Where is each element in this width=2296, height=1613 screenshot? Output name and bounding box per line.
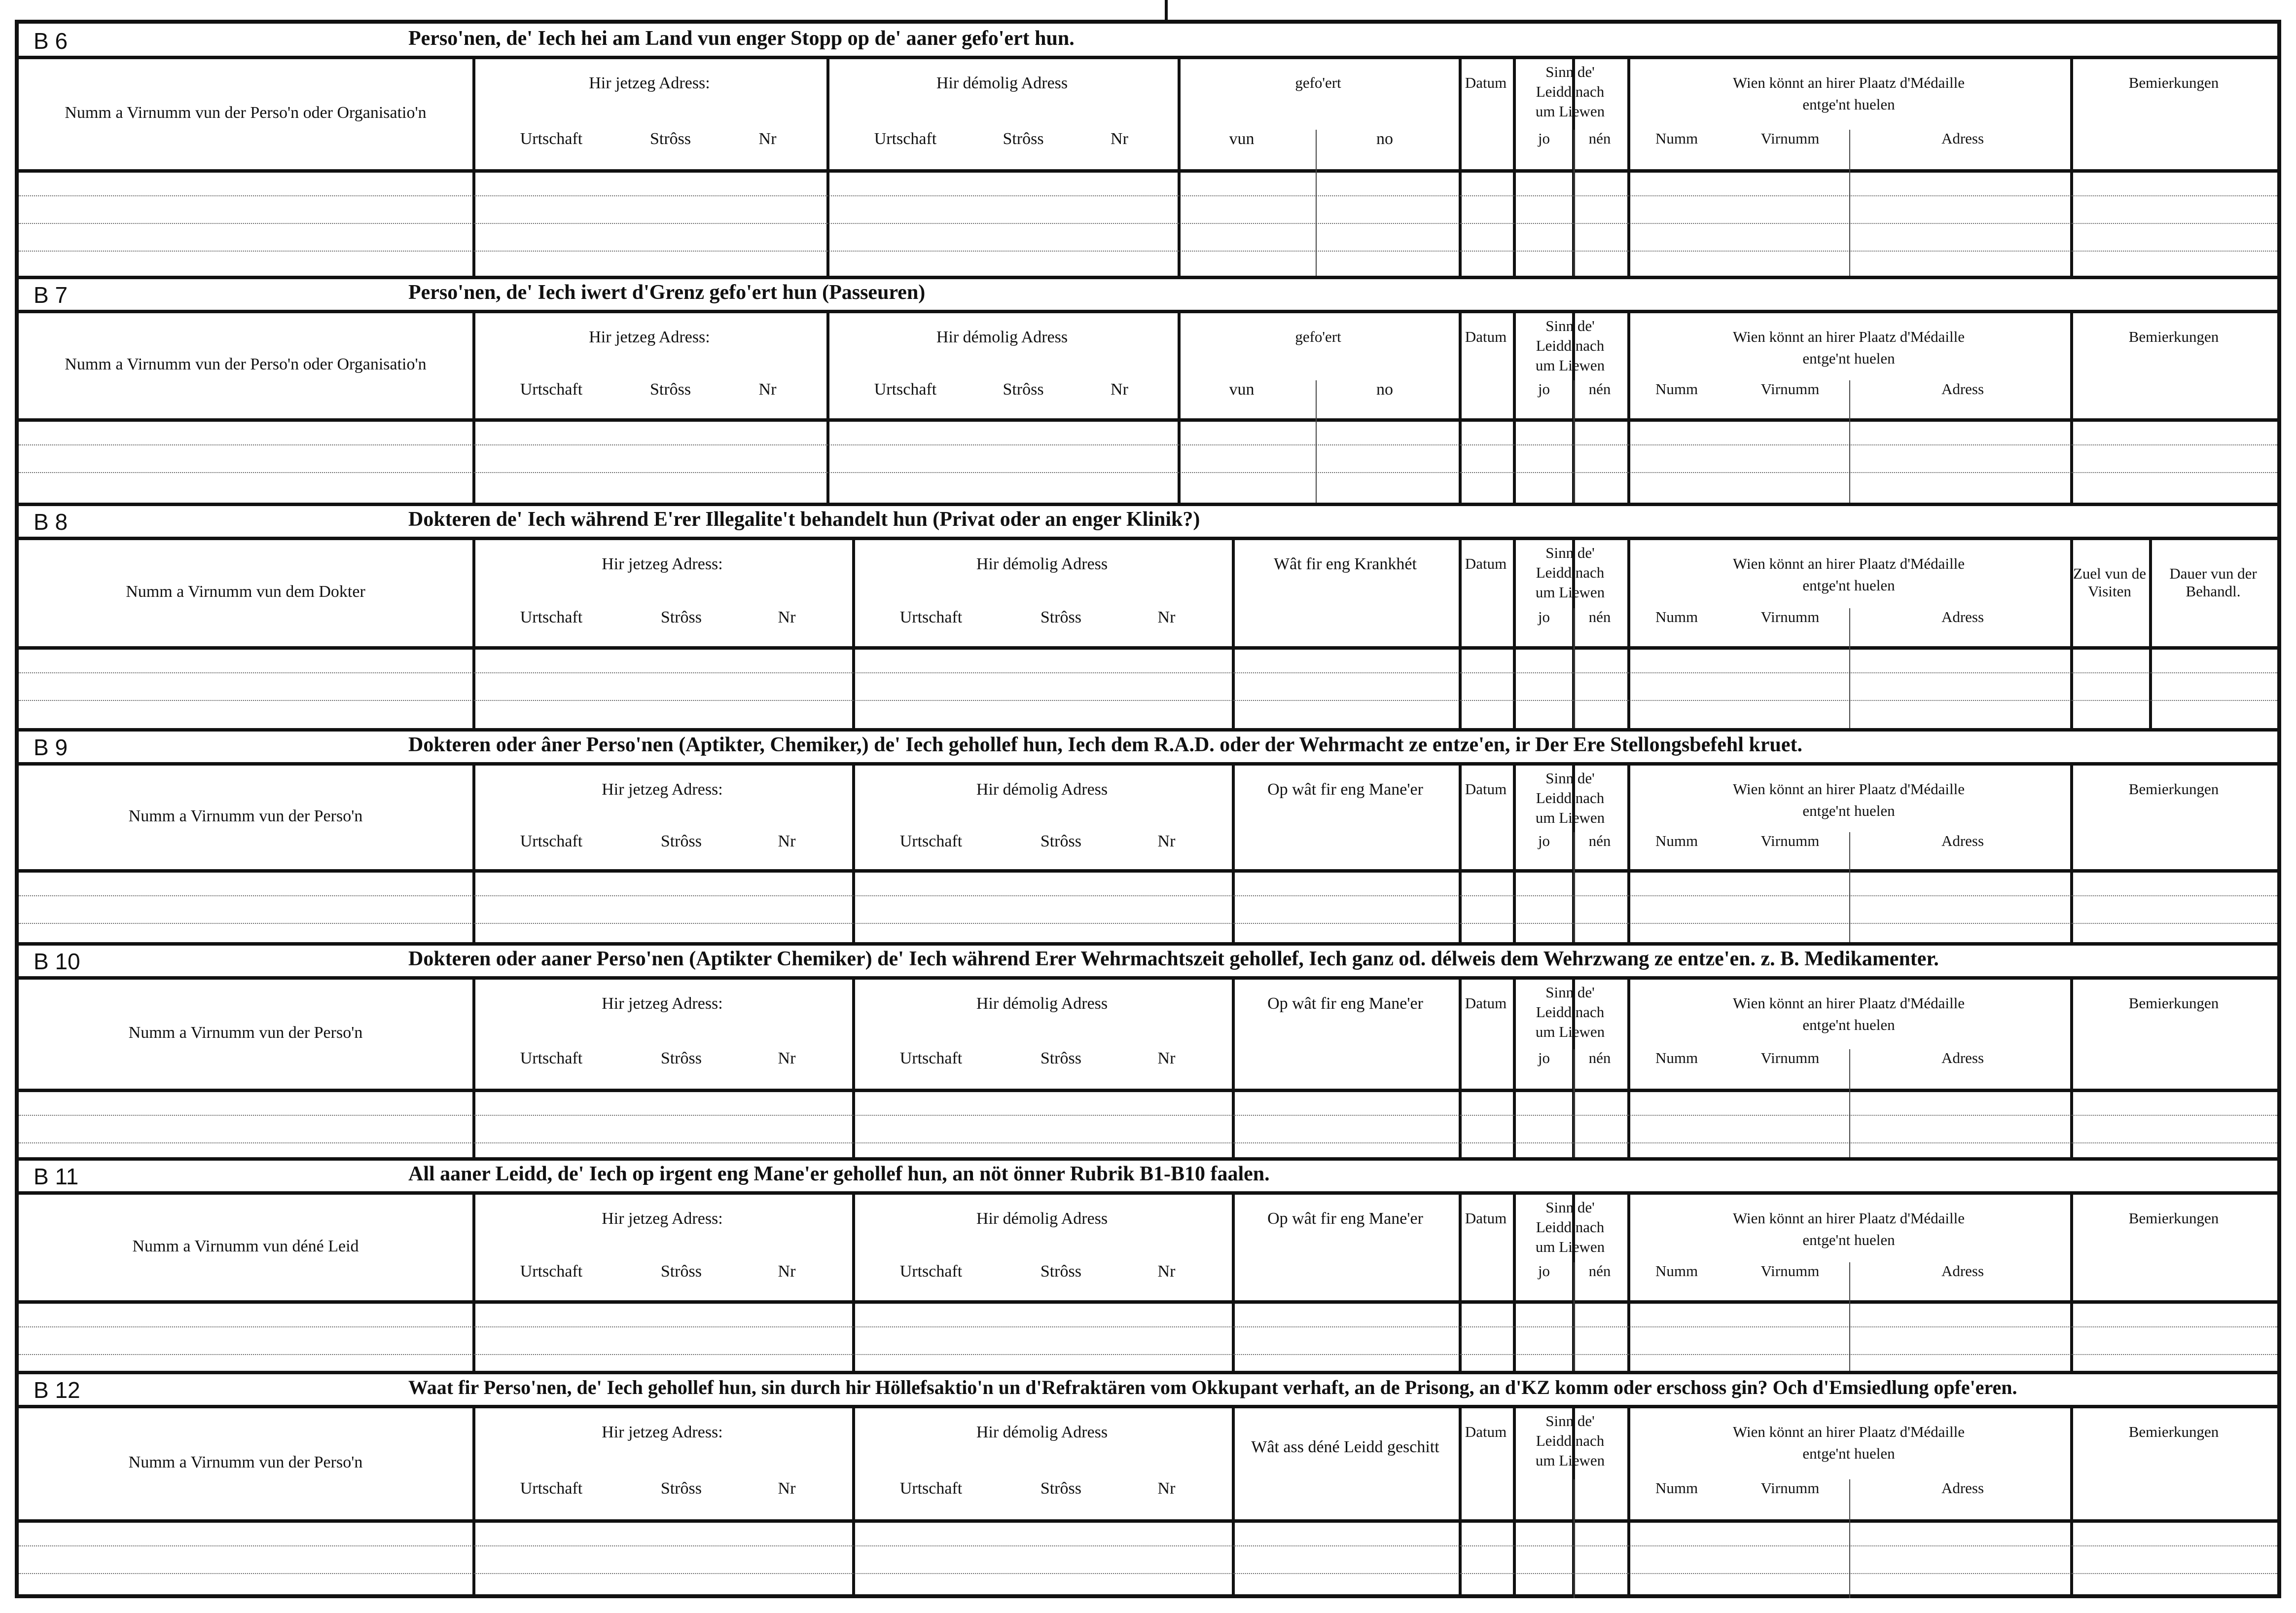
nr-label: Nr bbox=[778, 832, 796, 850]
column-divider bbox=[1459, 540, 1462, 730]
visits-count-header: Zuel vun de Visiten bbox=[2073, 565, 2147, 600]
virnumm-label: Virnumm bbox=[1760, 832, 1820, 849]
virnumm-adress-divider bbox=[1849, 832, 1850, 944]
medal-recipient-header: entge'nt huelen bbox=[1802, 350, 1895, 367]
extra-column-header: Wât fir eng Krankhét bbox=[1274, 555, 1417, 573]
fill-line[interactable] bbox=[19, 1573, 2277, 1574]
section-code: B 6 bbox=[34, 28, 68, 54]
former-address-header: Hir démolig Adress bbox=[936, 328, 1068, 346]
column-divider bbox=[1459, 1195, 1462, 1373]
numm-label: Numm bbox=[1655, 1479, 1698, 1497]
numm-label: Numm bbox=[1655, 1262, 1698, 1280]
column-divider bbox=[1513, 980, 1516, 1159]
column-divider bbox=[1513, 540, 1516, 730]
medal-recipient-header: Wien könnt an hirer Plaatz d'Médaille bbox=[1732, 1210, 1965, 1227]
from-label: vun bbox=[1229, 380, 1255, 399]
stross-label: Strôss bbox=[660, 1262, 702, 1281]
column-divider bbox=[852, 1195, 855, 1373]
adress-label: Adress bbox=[1941, 1262, 1984, 1280]
column-divider bbox=[1513, 1195, 1516, 1373]
date-header: Datum bbox=[1465, 555, 1507, 572]
still-alive-header: um Liewen bbox=[1535, 1238, 1605, 1255]
date-header: Datum bbox=[1465, 1423, 1507, 1440]
medal-recipient-header: entge'nt huelen bbox=[1802, 96, 1895, 113]
column-divider bbox=[1459, 313, 1462, 505]
column-divider bbox=[472, 540, 475, 730]
nr-label: Nr bbox=[778, 608, 796, 626]
numm-label: Numm bbox=[1655, 608, 1698, 625]
virnumm-label: Virnumm bbox=[1760, 1262, 1820, 1280]
still-alive-header: um Liewen bbox=[1535, 584, 1605, 601]
medal-recipient-header: Wien könnt an hirer Plaatz d'Médaille bbox=[1732, 1423, 1965, 1440]
section-code: B 7 bbox=[34, 282, 68, 308]
fill-line[interactable] bbox=[19, 472, 2277, 473]
jo-nen-divider bbox=[1574, 832, 1575, 944]
section-title: Perso'nen, de' Iech hei am Land vun enger Stopp op de' aaner gefo'ert hun. bbox=[408, 27, 1075, 50]
adress-label: Adress bbox=[1941, 832, 1984, 849]
transported-header: gefo'ert bbox=[1295, 328, 1341, 345]
stross-label: Strôss bbox=[660, 1049, 702, 1068]
transported-header: gefo'ert bbox=[1295, 74, 1341, 91]
medal-recipient-header: entge'nt huelen bbox=[1802, 1016, 1895, 1033]
column-divider bbox=[1232, 766, 1235, 944]
former-address-header: Hir démolig Adress bbox=[976, 555, 1108, 573]
header-row bbox=[19, 313, 2277, 422]
section-b11 bbox=[19, 1159, 2277, 1373]
nr-label: Nr bbox=[1157, 1262, 1176, 1281]
column-divider bbox=[1627, 1408, 1630, 1598]
stross-label: Strôss bbox=[1040, 832, 1081, 850]
remarks-header: Bemierkungen bbox=[2128, 780, 2219, 798]
stross-label: Strôss bbox=[1040, 1049, 1081, 1068]
current-address-header: Hir jetzeg Adress: bbox=[602, 1210, 723, 1228]
still-alive-header: Leidd nach bbox=[1536, 1003, 1605, 1021]
column-divider bbox=[1513, 766, 1516, 944]
virnumm-adress-divider bbox=[1849, 380, 1850, 505]
still-alive-header: Leidd nach bbox=[1536, 1432, 1605, 1449]
header-row bbox=[19, 540, 2277, 650]
nr-label: Nr bbox=[758, 129, 777, 148]
nr-label: Nr bbox=[1111, 129, 1128, 148]
section-title: Perso'nen, de' Iech iwert d'Grenz gefo'ert hun (Passeuren) bbox=[408, 281, 926, 304]
column-divider bbox=[1627, 313, 1630, 505]
vun-no-divider bbox=[1316, 130, 1317, 278]
nr-label: Nr bbox=[1157, 832, 1176, 850]
section-title: Dokteren oder âner Perso'nen (Aptikter, Chemiker,) de' Iech gehollef hun, Iech dem R.A.D. oder der Wehrmacht ze entze'en, ir Der Ere Stellongsbefehl kruet. bbox=[408, 733, 1802, 756]
column-divider bbox=[1513, 313, 1516, 505]
urtschaft-label: Urtschaft bbox=[899, 608, 963, 626]
to-label: no bbox=[1376, 380, 1393, 399]
virnumm-adress-divider bbox=[1849, 1262, 1850, 1373]
stross-label: Strôss bbox=[1003, 129, 1044, 148]
current-address-header: Hir jetzeg Adress: bbox=[589, 74, 710, 92]
yes-label: jo bbox=[1538, 380, 1550, 398]
column-divider bbox=[1459, 1408, 1462, 1598]
column-divider bbox=[2070, 1195, 2073, 1373]
former-address-header: Hir démolig Adress bbox=[976, 780, 1108, 799]
remarks-header: Bemierkungen bbox=[2128, 1423, 2219, 1440]
form-sheet bbox=[15, 20, 2281, 1598]
virnumm-adress-divider bbox=[1849, 130, 1850, 278]
fill-line[interactable] bbox=[19, 444, 2277, 445]
no-label: nén bbox=[1588, 1049, 1611, 1067]
from-label: vun bbox=[1229, 129, 1255, 148]
column-divider bbox=[826, 313, 829, 505]
urtschaft-label: Urtschaft bbox=[520, 1049, 583, 1068]
fill-line[interactable] bbox=[19, 251, 2277, 252]
urtschaft-label: Urtschaft bbox=[520, 380, 583, 399]
name-column-header: Numm a Virnumm vun der Perso'n oder Organisatio'n bbox=[65, 104, 427, 122]
medal-recipient-header: Wien könnt an hirer Plaatz d'Médaille bbox=[1732, 994, 1965, 1012]
column-divider bbox=[1178, 59, 1181, 278]
vun-no-divider bbox=[1316, 380, 1317, 505]
column-divider bbox=[852, 540, 855, 730]
current-address-header: Hir jetzeg Adress: bbox=[602, 555, 723, 573]
virnumm-label: Virnumm bbox=[1760, 1479, 1820, 1497]
column-divider bbox=[1178, 313, 1181, 505]
column-divider bbox=[2070, 59, 2073, 278]
nr-label: Nr bbox=[1157, 608, 1176, 626]
column-divider bbox=[2070, 980, 2073, 1159]
column-divider bbox=[472, 766, 475, 944]
column-divider bbox=[852, 766, 855, 944]
stross-label: Strôss bbox=[660, 1479, 702, 1498]
remarks-header: Bemierkungen bbox=[2128, 1210, 2219, 1227]
medal-recipient-header: entge'nt huelen bbox=[1802, 1231, 1895, 1248]
stross-label: Strôss bbox=[660, 832, 702, 850]
fill-line[interactable] bbox=[19, 195, 2277, 196]
jo-nen-divider bbox=[1574, 380, 1575, 505]
column-divider bbox=[2070, 313, 2073, 505]
jo-nen-divider bbox=[1574, 1479, 1575, 1598]
urtschaft-label: Urtschaft bbox=[899, 1262, 963, 1281]
virnumm-adress-divider bbox=[1849, 1479, 1850, 1598]
section-b9 bbox=[19, 730, 2277, 944]
virnumm-label: Virnumm bbox=[1760, 380, 1820, 398]
yes-label: jo bbox=[1538, 832, 1550, 849]
medal-recipient-header: Wien könnt an hirer Plaatz d'Médaille bbox=[1732, 74, 1965, 91]
current-address-header: Hir jetzeg Adress: bbox=[602, 994, 723, 1013]
virnumm-adress-divider bbox=[1849, 608, 1850, 730]
section-b12 bbox=[19, 1373, 2277, 1598]
urtschaft-label: Urtschaft bbox=[520, 1479, 583, 1498]
section-code: B 10 bbox=[34, 949, 80, 974]
section-title-row bbox=[19, 278, 2277, 313]
treatment-duration-header: Dauer vun der Behandl. bbox=[2169, 565, 2257, 600]
fill-line[interactable] bbox=[19, 672, 2277, 673]
still-alive-header: Leidd nach bbox=[1536, 789, 1605, 806]
still-alive-header: Sinn de' bbox=[1545, 1412, 1595, 1430]
former-address-header: Hir démolig Adress bbox=[976, 1210, 1108, 1228]
former-address-header: Hir démolig Adress bbox=[936, 74, 1068, 92]
name-column-header: Numm a Virnumm vun déné Leid bbox=[132, 1237, 359, 1255]
urtschaft-label: Urtschaft bbox=[874, 380, 937, 399]
stross-label: Strôss bbox=[649, 129, 691, 148]
no-label: nén bbox=[1588, 608, 1611, 625]
column-divider bbox=[472, 313, 475, 505]
fill-line[interactable] bbox=[19, 1545, 2277, 1546]
column-divider bbox=[1627, 1195, 1630, 1373]
column-divider bbox=[826, 59, 829, 278]
section-b7 bbox=[19, 278, 2277, 505]
still-alive-header: um Liewen bbox=[1535, 809, 1605, 826]
numm-label: Numm bbox=[1655, 129, 1698, 147]
column-divider bbox=[1232, 980, 1235, 1159]
urtschaft-label: Urtschaft bbox=[520, 1262, 583, 1281]
column-divider bbox=[2070, 540, 2073, 730]
former-address-header: Hir démolig Adress bbox=[976, 1423, 1108, 1441]
column-divider bbox=[1627, 59, 1630, 278]
date-header: Datum bbox=[1465, 994, 1507, 1012]
remarks-header: Bemierkungen bbox=[2128, 74, 2219, 91]
section-title-row bbox=[19, 24, 2277, 59]
virnumm-label: Virnumm bbox=[1760, 1049, 1820, 1067]
to-label: no bbox=[1376, 129, 1393, 148]
column-divider bbox=[472, 1408, 475, 1598]
yes-label: jo bbox=[1538, 1049, 1550, 1067]
still-alive-header: Leidd nach bbox=[1536, 564, 1605, 581]
still-alive-header: Sinn de' bbox=[1545, 63, 1595, 80]
section-b10 bbox=[19, 944, 2277, 1159]
date-header: Datum bbox=[1465, 328, 1507, 345]
section-title: Dokteren oder aaner Perso'nen (Aptikter Chemiker) de' Iech während Erer Wehrmachtszeit gehollef, Iech ganz od. délweis dem Wehrzwang ze entze'en. z. B. Medikamenter. bbox=[408, 948, 1939, 970]
stross-label: Strôss bbox=[1040, 1479, 1081, 1498]
header-row bbox=[19, 59, 2277, 173]
section-title-row bbox=[19, 1159, 2277, 1195]
section-code: B 12 bbox=[34, 1377, 80, 1403]
extra-column-header: Op wât fir eng Mane'er bbox=[1267, 780, 1423, 799]
fill-line[interactable] bbox=[19, 700, 2277, 701]
no-label: nén bbox=[1588, 129, 1611, 147]
extra-column-header: Wât ass déné Leidd geschitt bbox=[1251, 1438, 1439, 1456]
nr-label: Nr bbox=[778, 1049, 796, 1068]
numm-label: Numm bbox=[1655, 832, 1698, 849]
column-divider bbox=[1232, 1408, 1235, 1598]
virnumm-label: Virnumm bbox=[1760, 608, 1820, 625]
medal-recipient-header: Wien könnt an hirer Plaatz d'Médaille bbox=[1732, 328, 1965, 345]
still-alive-header: Sinn de' bbox=[1545, 770, 1595, 787]
column-divider bbox=[2070, 1408, 2073, 1598]
fill-line[interactable] bbox=[19, 1354, 2277, 1355]
urtschaft-label: Urtschaft bbox=[520, 832, 583, 850]
fill-line[interactable] bbox=[19, 1115, 2277, 1116]
column-divider bbox=[1459, 766, 1462, 944]
date-header: Datum bbox=[1465, 780, 1507, 798]
still-alive-header: um Liewen bbox=[1535, 357, 1605, 374]
stross-label: Strôss bbox=[1040, 608, 1081, 626]
nr-label: Nr bbox=[778, 1262, 796, 1281]
urtschaft-label: Urtschaft bbox=[899, 1049, 963, 1068]
column-divider bbox=[852, 1408, 855, 1598]
header-row bbox=[19, 766, 2277, 873]
still-alive-header: um Liewen bbox=[1535, 1023, 1605, 1040]
no-label: nén bbox=[1588, 832, 1611, 849]
section-b6 bbox=[19, 24, 2277, 278]
column-divider bbox=[852, 980, 855, 1159]
jo-nen-divider bbox=[1574, 130, 1575, 278]
section-title-row bbox=[19, 505, 2277, 540]
nr-label: Nr bbox=[1111, 380, 1128, 399]
section-title: Dokteren de' Iech während E'rer Illegalite't behandelt hun (Privat oder an enger Klinik?) bbox=[408, 508, 1200, 531]
remarks-header: Bemierkungen bbox=[2128, 994, 2219, 1012]
fill-line[interactable] bbox=[19, 923, 2277, 924]
urtschaft-label: Urtschaft bbox=[874, 129, 937, 148]
current-address-header: Hir jetzeg Adress: bbox=[589, 328, 710, 346]
column-divider bbox=[1232, 1195, 1235, 1373]
no-label: nén bbox=[1588, 380, 1611, 398]
nr-label: Nr bbox=[778, 1479, 796, 1498]
adress-label: Adress bbox=[1941, 608, 1984, 625]
column-divider bbox=[2070, 766, 2073, 944]
adress-label: Adress bbox=[1941, 1049, 1984, 1067]
nr-label: Nr bbox=[758, 380, 777, 399]
urtschaft-label: Urtschaft bbox=[899, 1479, 963, 1498]
medal-recipient-header: entge'nt huelen bbox=[1802, 577, 1895, 594]
section-title-row bbox=[19, 944, 2277, 980]
date-header: Datum bbox=[1465, 1210, 1507, 1227]
column-divider bbox=[1627, 980, 1630, 1159]
still-alive-header: um Liewen bbox=[1535, 103, 1605, 120]
fill-line[interactable] bbox=[19, 1326, 2277, 1327]
current-address-header: Hir jetzeg Adress: bbox=[602, 1423, 723, 1441]
column-divider bbox=[2149, 540, 2152, 730]
section-code: B 11 bbox=[34, 1164, 79, 1189]
name-column-header: Numm a Virnumm vun der Perso'n oder Organisatio'n bbox=[65, 355, 427, 373]
medal-recipient-header: Wien könnt an hirer Plaatz d'Médaille bbox=[1732, 780, 1965, 798]
name-column-header: Numm a Virnumm vun dem Dokter bbox=[126, 583, 365, 601]
column-divider bbox=[1627, 766, 1630, 944]
top-register-mark bbox=[1165, 0, 1168, 20]
column-divider bbox=[472, 980, 475, 1159]
numm-label: Numm bbox=[1655, 1049, 1698, 1067]
section-b8 bbox=[19, 505, 2277, 730]
section-title: Waat fir Perso'nen, de' Iech gehollef hun, sin durch hir Höllefsaktio'n un d'Refraktären vom Okkupant verhaft, an de Prisong, an d'KZ komm oder erschoss gin? Och d'Emsiedlung opfe'eren. bbox=[408, 1376, 2017, 1398]
fill-line[interactable] bbox=[19, 895, 2277, 896]
former-address-header: Hir démolig Adress bbox=[976, 994, 1108, 1013]
stross-label: Strôss bbox=[649, 380, 691, 399]
column-divider bbox=[472, 59, 475, 278]
column-divider bbox=[1459, 59, 1462, 278]
still-alive-header: Leidd nach bbox=[1536, 1218, 1605, 1236]
fill-line[interactable] bbox=[19, 1142, 2277, 1143]
jo-nen-divider bbox=[1574, 608, 1575, 730]
column-divider bbox=[1627, 540, 1630, 730]
header-row bbox=[19, 980, 2277, 1092]
nr-label: Nr bbox=[1157, 1479, 1176, 1498]
current-address-header: Hir jetzeg Adress: bbox=[602, 780, 723, 799]
still-alive-header: Sinn de' bbox=[1545, 544, 1595, 561]
nr-label: Nr bbox=[1157, 1049, 1176, 1068]
numm-label: Numm bbox=[1655, 380, 1698, 398]
no-label: nén bbox=[1588, 1262, 1611, 1280]
column-divider bbox=[1513, 1408, 1516, 1598]
name-column-header: Numm a Virnumm vun der Perso'n bbox=[128, 1024, 363, 1042]
adress-label: Adress bbox=[1941, 380, 1984, 398]
name-column-header: Numm a Virnumm vun der Perso'n bbox=[128, 806, 363, 825]
stross-label: Strôss bbox=[660, 608, 702, 626]
medal-recipient-header: entge'nt huelen bbox=[1802, 802, 1895, 819]
medal-recipient-header: Wien könnt an hirer Plaatz d'Médaille bbox=[1732, 555, 1965, 572]
still-alive-header: um Liewen bbox=[1535, 1452, 1605, 1469]
still-alive-header: Sinn de' bbox=[1545, 317, 1595, 334]
column-divider bbox=[1513, 59, 1516, 278]
header-row bbox=[19, 1408, 2277, 1523]
still-alive-header: Leidd nach bbox=[1536, 83, 1605, 100]
yes-label: jo bbox=[1538, 608, 1550, 625]
fill-line[interactable] bbox=[19, 223, 2277, 224]
adress-label: Adress bbox=[1941, 1479, 1984, 1497]
urtschaft-label: Urtschaft bbox=[899, 832, 963, 850]
column-divider bbox=[1232, 540, 1235, 730]
still-alive-header: Leidd nach bbox=[1536, 337, 1605, 354]
remarks-header: Bemierkungen bbox=[2128, 328, 2219, 345]
header-row bbox=[19, 1195, 2277, 1304]
name-column-header: Numm a Virnumm vun der Perso'n bbox=[128, 1453, 363, 1471]
section-title: All aaner Leidd, de' Iech op irgent eng Mane'er gehollef hun, an nöt önner Rubrik B1-B10 faalen. bbox=[408, 1163, 1270, 1185]
section-code: B 8 bbox=[34, 509, 68, 535]
still-alive-header: Sinn de' bbox=[1545, 1199, 1595, 1216]
adress-label: Adress bbox=[1941, 129, 1984, 147]
section-code: B 9 bbox=[34, 734, 68, 760]
extra-column-header: Op wât fir eng Mane'er bbox=[1267, 1210, 1423, 1228]
medal-recipient-header: entge'nt huelen bbox=[1802, 1445, 1895, 1462]
yes-label: jo bbox=[1538, 129, 1550, 147]
virnumm-label: Virnumm bbox=[1760, 129, 1820, 147]
column-divider bbox=[1459, 980, 1462, 1159]
column-divider bbox=[472, 1195, 475, 1373]
yes-label: jo bbox=[1538, 1262, 1550, 1280]
stross-label: Strôss bbox=[1003, 380, 1044, 399]
jo-nen-divider bbox=[1574, 1262, 1575, 1373]
date-header: Datum bbox=[1465, 74, 1507, 91]
stross-label: Strôss bbox=[1040, 1262, 1081, 1281]
urtschaft-label: Urtschaft bbox=[520, 608, 583, 626]
section-title-row bbox=[19, 1373, 2277, 1408]
extra-column-header: Op wât fir eng Mane'er bbox=[1267, 994, 1423, 1013]
urtschaft-label: Urtschaft bbox=[520, 129, 583, 148]
still-alive-header: Sinn de' bbox=[1545, 984, 1595, 1001]
section-title-row bbox=[19, 730, 2277, 766]
